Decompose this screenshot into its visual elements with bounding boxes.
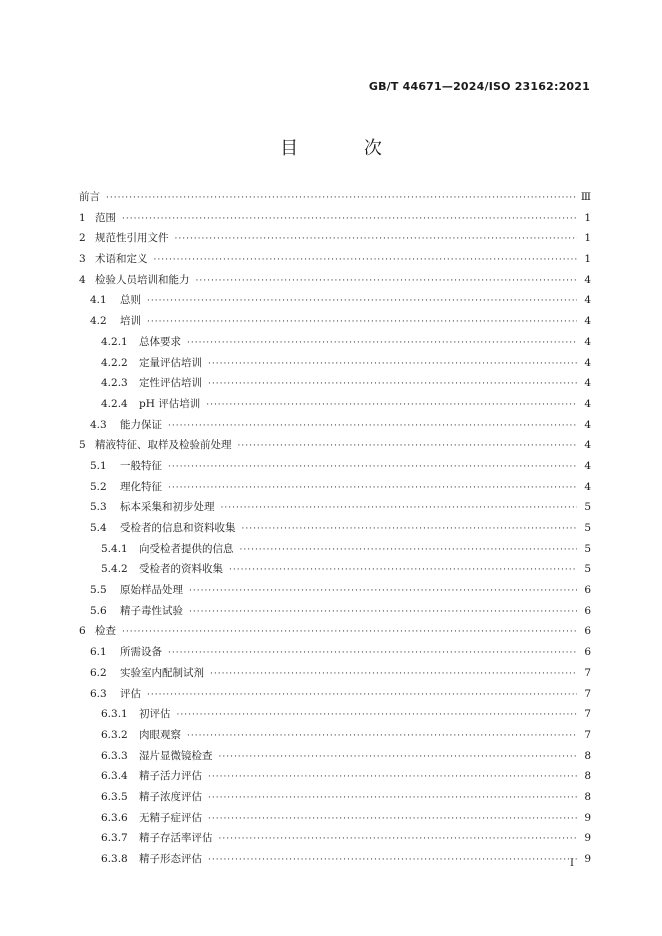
toc-entry[interactable] xyxy=(79,601,591,622)
table-of-contents xyxy=(79,187,591,870)
toc-entry-number: 6.3 xyxy=(90,687,107,700)
toc-entry-page: 8 xyxy=(584,770,591,783)
toc-entry-page: 1 xyxy=(584,232,591,245)
dot-leader xyxy=(154,250,578,271)
toc-entry-number: 4.2.2 xyxy=(101,356,128,369)
toc-entry-page: 6 xyxy=(584,625,591,638)
toc-entry[interactable] xyxy=(79,849,591,870)
toc-entry-label: 所需设备 xyxy=(120,646,162,659)
toc-entry[interactable] xyxy=(79,725,591,746)
dot-leader xyxy=(106,188,577,209)
toc-entry-label: 湿片显微镜检查 xyxy=(139,749,213,762)
dot-leader xyxy=(208,354,577,375)
toc-entry[interactable] xyxy=(79,539,591,560)
toc-entry[interactable] xyxy=(79,270,591,291)
toc-entry-label: 检验人员培训和能力 xyxy=(95,273,190,286)
toc-entry-page: 7 xyxy=(584,687,591,700)
toc-entry-label: 原始样品处理 xyxy=(120,584,183,597)
dot-leader xyxy=(168,416,577,437)
toc-entry-page: 4 xyxy=(584,273,591,286)
dot-leader xyxy=(219,829,578,850)
toc-entry[interactable] xyxy=(79,332,591,353)
toc-entry-number: 4.2.4 xyxy=(101,397,128,410)
dot-leader xyxy=(206,395,577,416)
toc-entry-label: 无精子症评估 xyxy=(139,811,202,824)
toc-entry-label: 肉眼观察 xyxy=(139,728,181,741)
toc-entry-number: 5.1 xyxy=(90,459,107,472)
toc-entry-number: 6.2 xyxy=(90,666,107,679)
toc-entry-page: 6 xyxy=(584,604,591,617)
toc-entry[interactable] xyxy=(79,249,591,270)
toc-entry-number: 2 xyxy=(79,232,86,245)
toc-entry-number: 6.3.7 xyxy=(101,832,128,845)
dot-leader xyxy=(122,622,577,643)
dot-leader xyxy=(229,560,577,581)
toc-entry-label: 受检者的信息和资料收集 xyxy=(120,522,236,534)
toc-entry-page: 5 xyxy=(584,542,591,555)
toc-entry-label: 规范性引用文件 xyxy=(95,232,169,245)
toc-entry-label: 精子活力评估 xyxy=(139,770,202,783)
toc-entry-label: 精液特征、取样及检验前处理 xyxy=(95,439,232,452)
toc-entry-label: 能力保证 xyxy=(120,418,162,431)
dot-leader xyxy=(175,229,578,250)
toc-entry-page: 4 xyxy=(584,459,591,472)
toc-entry-page: 8 xyxy=(584,790,591,803)
toc-entry-number: 4.2.1 xyxy=(101,335,128,348)
dot-leader xyxy=(147,685,577,706)
toc-entry-label: 精子存活率评估 xyxy=(139,832,213,845)
toc-entry-label: 标本采集和初步处理 xyxy=(120,501,215,514)
dot-leader xyxy=(219,747,578,768)
toc-entry[interactable] xyxy=(79,394,591,415)
toc-entry-label: 向受检者提供的信息 xyxy=(139,542,234,555)
toc-entry-number: 5.6 xyxy=(90,604,107,617)
page-title: 目 次 xyxy=(280,138,412,159)
toc-entry[interactable] xyxy=(79,208,591,229)
toc-entry-page: 4 xyxy=(584,294,591,307)
toc-entry-page: 1 xyxy=(584,211,591,224)
toc-entry-number: 1 xyxy=(79,211,86,224)
dot-leader xyxy=(210,664,577,685)
toc-entry-page: 9 xyxy=(584,832,591,845)
dot-leader xyxy=(147,291,577,312)
dot-leader xyxy=(189,581,577,602)
toc-entry-number: 6.3.3 xyxy=(101,749,128,762)
toc-entry-number: 5.5 xyxy=(90,584,107,597)
toc-entry-number: 5.4 xyxy=(90,522,107,534)
toc-entry-label: 受检者的资料收集 xyxy=(139,563,223,576)
toc-entry[interactable] xyxy=(79,704,591,725)
toc-entry-number: 6.3.4 xyxy=(101,770,128,783)
toc-entry-label: 实验室内配制试剂 xyxy=(120,666,204,679)
dot-leader xyxy=(177,705,578,726)
toc-entry-label: 精子毒性试验 xyxy=(120,604,183,617)
standard-code: GB/T 44671—2024/ISO 23162:2021 xyxy=(368,80,590,93)
dot-leader xyxy=(196,271,578,292)
toc-entry-number: 6.3.2 xyxy=(101,728,128,741)
toc-entry-page: 4 xyxy=(584,480,591,493)
dot-leader xyxy=(187,726,577,747)
toc-entry-number: 5 xyxy=(79,439,86,452)
toc-entry[interactable] xyxy=(79,415,591,436)
toc-entry-label: 总体要求 xyxy=(139,335,181,348)
toc-entry-label: 理化特征 xyxy=(120,480,162,493)
toc-entry[interactable] xyxy=(79,766,591,787)
toc-entry-label: 一般特征 xyxy=(120,459,162,472)
toc-entry-page: 4 xyxy=(584,439,591,452)
toc-entry-number: 5.4.2 xyxy=(101,563,128,576)
toc-entry[interactable] xyxy=(79,228,591,249)
dot-leader xyxy=(189,602,577,623)
toc-entry-label: 总则 xyxy=(120,294,141,307)
toc-entry[interactable] xyxy=(79,435,591,456)
toc-entry-page: 4 xyxy=(584,397,591,410)
toc-entry[interactable] xyxy=(79,311,591,332)
dot-leader xyxy=(240,540,578,561)
dot-leader xyxy=(208,788,577,809)
toc-entry[interactable] xyxy=(79,353,591,374)
toc-entry[interactable] xyxy=(79,663,591,684)
toc-entry-label: 前言 xyxy=(79,191,100,203)
toc-entry-page: 7 xyxy=(584,708,591,721)
dot-leader xyxy=(187,333,577,354)
toc-entry-label: 初评估 xyxy=(139,708,171,721)
toc-entry[interactable] xyxy=(79,373,591,394)
toc-entry-page: 9 xyxy=(584,853,591,865)
toc-entry-page: 4 xyxy=(584,356,591,369)
toc-entry-page: 6 xyxy=(584,646,591,659)
toc-entry-label: 范围 xyxy=(95,211,116,224)
toc-entry-number: 6.3.6 xyxy=(101,811,128,824)
toc-entry[interactable] xyxy=(79,559,591,580)
toc-entry-page: 6 xyxy=(584,584,591,597)
toc-entry[interactable] xyxy=(79,518,591,539)
toc-entry-number: 5.2 xyxy=(90,480,107,493)
toc-entry[interactable] xyxy=(79,684,591,705)
toc-entry-number: 6.1 xyxy=(90,646,107,659)
toc-entry[interactable] xyxy=(79,290,591,311)
toc-entry[interactable] xyxy=(79,621,591,642)
toc-entry-page: 1 xyxy=(584,253,591,266)
toc-entry-number: 5.4.1 xyxy=(101,542,128,555)
toc-entry-number: 4 xyxy=(79,273,86,286)
toc-entry[interactable] xyxy=(79,828,591,849)
dot-leader xyxy=(238,436,578,457)
toc-entry-page: 4 xyxy=(584,315,591,328)
toc-entry-page: 4 xyxy=(584,418,591,431)
toc-entry-page: 9 xyxy=(584,811,591,824)
toc-entry[interactable] xyxy=(79,477,591,498)
toc-entry-number: 6.3.8 xyxy=(101,853,128,865)
dot-leader xyxy=(168,478,577,499)
toc-entry-number: 4.3 xyxy=(90,418,107,431)
toc-entry-number: 6.3.1 xyxy=(101,708,128,721)
dot-leader xyxy=(168,457,577,478)
toc-entry-number: 6.3.5 xyxy=(101,790,128,803)
toc-entry[interactable] xyxy=(79,497,591,518)
toc-entry-number: 6 xyxy=(79,625,86,638)
toc-entry-number: 3 xyxy=(79,253,86,266)
toc-entry[interactable] xyxy=(79,187,591,208)
page-number: I xyxy=(570,858,574,869)
toc-entry-label: 检查 xyxy=(95,625,116,638)
dot-leader xyxy=(168,643,577,664)
dot-leader xyxy=(208,809,577,830)
toc-entry-label: 术语和定义 xyxy=(95,253,148,266)
toc-entry-page: 5 xyxy=(584,522,591,534)
toc-entry-label: 定量评估培训 xyxy=(139,356,202,369)
toc-entry-number: 4.2.3 xyxy=(101,377,128,390)
dot-leader xyxy=(221,498,578,519)
toc-entry-label: 定性评估培训 xyxy=(139,377,202,390)
dot-leader xyxy=(208,850,577,871)
toc-entry-label: 培训 xyxy=(120,315,141,328)
toc-entry-page: 7 xyxy=(584,728,591,741)
toc-entry-label: pH 评估培训 xyxy=(139,397,201,410)
toc-entry[interactable] xyxy=(79,642,591,663)
toc-entry[interactable] xyxy=(79,580,591,601)
toc-entry[interactable] xyxy=(79,456,591,477)
toc-entry-number: 5.3 xyxy=(90,501,107,514)
toc-entry-page: 5 xyxy=(584,563,591,576)
dot-leader xyxy=(122,209,577,230)
toc-entry-number: 4.1 xyxy=(90,294,107,307)
toc-entry[interactable] xyxy=(79,746,591,767)
toc-entry-page: 5 xyxy=(584,501,591,514)
toc-entry-label: 精子形态评估 xyxy=(139,853,202,865)
toc-entry-number: 4.2 xyxy=(90,315,107,328)
dot-leader xyxy=(242,519,578,540)
toc-entry[interactable] xyxy=(79,787,591,808)
dot-leader xyxy=(147,312,577,333)
toc-entry[interactable] xyxy=(79,808,591,829)
dot-leader xyxy=(208,374,577,395)
toc-entry-page: 8 xyxy=(584,749,591,762)
dot-leader xyxy=(208,767,577,788)
toc-entry-label: 评估 xyxy=(120,687,141,700)
toc-entry-page: Ⅲ xyxy=(580,191,591,203)
toc-entry-page: 4 xyxy=(584,335,591,348)
toc-entry-page: 7 xyxy=(584,666,591,679)
toc-entry-label: 精子浓度评估 xyxy=(139,790,202,803)
toc-entry-page: 4 xyxy=(584,377,591,390)
